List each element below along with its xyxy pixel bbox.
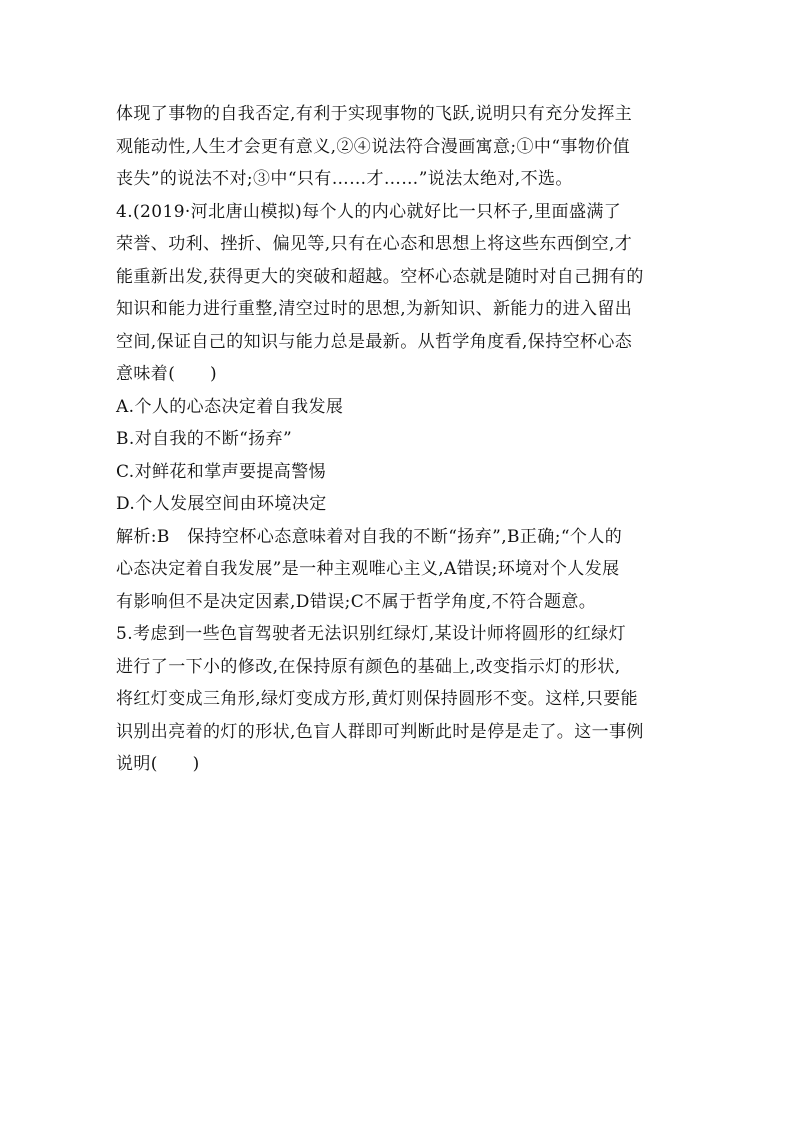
question-4-stem-line: 能重新出发,获得更大的突破和超越。空杯心态就是随时对自己拥有的	[116, 266, 644, 287]
text-line: 体现了事物的自我否定,有利于实现事物的飞跃,说明只有充分发挥主	[116, 104, 633, 124]
q4-option-d: D.个人发展空间由环境决定	[116, 494, 327, 514]
question-4-stem-line: 知识和能力进行重整,清空过时的思想,为新知识、新能力的进入留出	[116, 299, 633, 319]
text-line: 丧失”的说法不对;③中“只有……才……”说法太绝对,不选。	[116, 169, 573, 189]
analysis-line: 心态决定着自我发展”是一种主观唯心主义,A错误;环境对个人发展	[116, 559, 620, 579]
analysis-line: 有影响但不是决定因素,D错误;C不属于哲学角度,不符合题意。	[116, 591, 597, 612]
question-4-stem-line: 4.(2019·河北唐山模拟)每个人的内心就好比一只杯子,里面盛满了	[116, 201, 622, 222]
question-5-stem-line: 5.考虑到一些色盲驾驶者无法识别红绿灯,某设计师将圆形的红绿灯	[116, 624, 627, 644]
question-5-stem-line: 说明( )	[116, 754, 200, 774]
q4-option-b: B.对自我的不断“扬弃”	[116, 429, 293, 449]
q4-analysis	[116, 521, 682, 619]
text-line: 观能动性,人生才会更有意义,②④说法符合漫画寓意;①中“事物价值	[116, 136, 631, 157]
q4-option-a: A.个人的心态决定着自我发展	[116, 396, 344, 417]
question-5-stem-line: 识别出亮着的灯的形状,色盲人群即可判断此时是停是走了。这一事例	[116, 721, 644, 742]
question-5-stem-line: 将红灯变成三角形,绿灯变成方形,黄灯则保持圆形不变。这样,只要能	[116, 689, 639, 709]
question-4-stem-line: 意味着( )	[116, 364, 218, 384]
q4-option-c: C.对鲜花和掌声要提高警惕	[116, 461, 327, 482]
question-5-stem-line: 进行了一下小的修改,在保持原有颜色的基础上,改变指示灯的形状,	[116, 656, 621, 677]
document-page	[116, 98, 682, 781]
question-5	[116, 618, 682, 781]
question-4	[116, 196, 682, 391]
question-4-stem-line: 荣誉、功利、挫折、偏见等,只有在心态和思想上将这些东西倒空,才	[116, 234, 633, 254]
analysis-line: 解析:B 保持空杯心态意味着对自我的不断“扬弃”,B正确;“个人的	[116, 526, 623, 547]
question-4-stem-line: 空间,保证自己的知识与能力总是最新。从哲学角度看,保持空杯心态	[116, 331, 633, 352]
prev-analysis-continued	[116, 98, 682, 196]
